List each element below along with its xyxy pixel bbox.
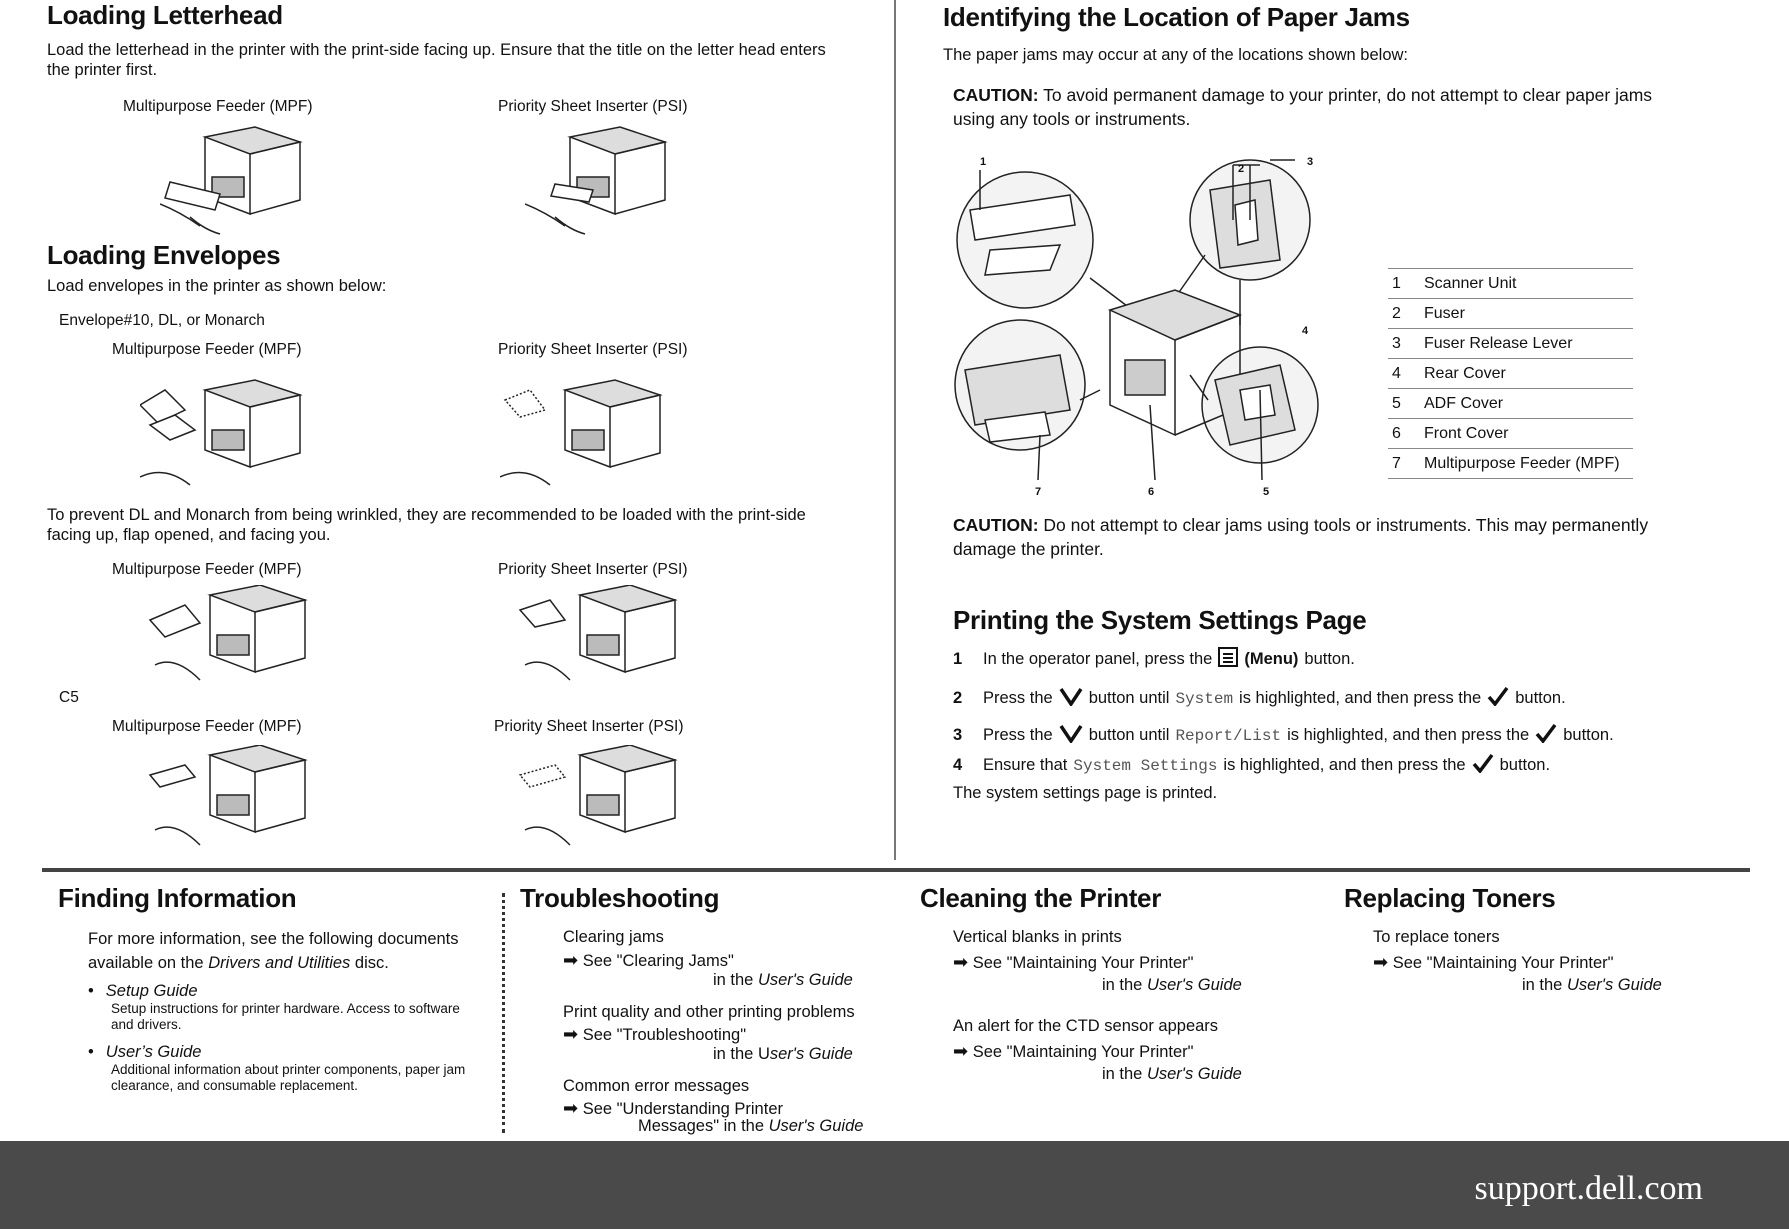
ts-ref-3-guide: User's Guide <box>768 1117 864 1135</box>
legend-row <box>1388 389 1633 419</box>
letterhead-psi-label: Priority Sheet Inserter (PSI) <box>498 98 688 115</box>
caution-label: CAUTION: <box>953 85 1039 105</box>
right-arrow-icon: ➡ <box>563 950 579 970</box>
step-text: button. <box>1499 756 1551 774</box>
caution2-label: CAUTION: <box>953 515 1039 535</box>
right-arrow-icon: ➡ <box>1373 952 1389 972</box>
legend-number: 7 <box>1388 449 1420 479</box>
users-guide-title: User’s Guide <box>105 1043 202 1061</box>
bullet-users-guide <box>88 1042 478 1094</box>
envelopes-wrinkle-text: To prevent DL and Monarch from being wrinkled, they are recommended to be loaded with the print-side facing up, flap opened, and facing you. <box>47 506 806 544</box>
envelopes-psi2-label: Priority Sheet Inserter (PSI) <box>498 561 688 578</box>
right-arrow-icon: ➡ <box>563 1024 579 1044</box>
step-number: 1 <box>953 650 963 668</box>
envelopes-text: Load envelopes in the printer as shown below: <box>47 277 387 295</box>
step-text: Ensure that <box>983 756 1068 774</box>
step-number: 3 <box>953 726 963 744</box>
finding-text-disc: Drivers and Utilities <box>208 954 351 972</box>
legend-row <box>1388 359 1633 389</box>
cl-ref-2-guide: User's Guide <box>1146 1065 1242 1083</box>
callout-1: 1 <box>980 156 987 168</box>
printer-illustration <box>525 122 675 237</box>
caution-text: To avoid permanent damage to your printer, do not attempt to clear paper jams using any tools or instruments. <box>953 85 1653 129</box>
legend-row <box>1388 299 1633 329</box>
cl-ref-2 <box>1102 1064 1242 1084</box>
printer-illustration <box>515 585 685 695</box>
step-text: Press the <box>983 726 1053 744</box>
callout-5: 5 <box>1263 486 1270 498</box>
step-3 <box>953 723 1614 748</box>
step-text: button. <box>1515 689 1566 707</box>
ts-ref-1-in: in the <box>713 971 758 989</box>
menu-label: (Menu) <box>1244 650 1299 668</box>
legend-row <box>1388 419 1633 449</box>
bullet-icon: • <box>88 982 94 1000</box>
menu-code: System Settings <box>1073 756 1218 775</box>
c5-label: C5 <box>59 689 79 706</box>
step-text: is highlighted, and then press the <box>1223 756 1466 774</box>
legend-label: Scanner Unit <box>1420 269 1633 299</box>
printer-illustration <box>145 745 315 855</box>
cl-ref-2-in: in the <box>1102 1065 1147 1083</box>
letterhead-title: Loading Letterhead <box>47 0 283 30</box>
legend-row <box>1388 449 1633 479</box>
ts-see-1-text: See "Clearing Jams" <box>582 952 734 970</box>
menu-code: System <box>1175 689 1234 708</box>
legend-number: 3 <box>1388 329 1420 359</box>
callout-6: 6 <box>1148 486 1155 498</box>
tn-ref-1-guide: User's Guide <box>1566 976 1662 994</box>
printer-illustration <box>500 375 670 495</box>
tn-ref-1-in: in the <box>1522 976 1567 994</box>
finding-text <box>88 927 483 975</box>
legend-label: Rear Cover <box>1420 359 1633 389</box>
cl-see-1-text: See "Maintaining Your Printer" <box>972 954 1194 972</box>
support-url[interactable]: support.dell.com <box>1474 1170 1703 1207</box>
jams-caution <box>953 83 1683 131</box>
printer-illustration <box>160 122 310 237</box>
dotted-divider <box>502 893 505 1133</box>
envelopes-mpf-label: Multipurpose Feeder (MPF) <box>112 341 302 358</box>
step-text: button. <box>1304 650 1355 668</box>
ts-ref-1-guide: User's Guide <box>757 971 853 989</box>
envelopes-sub: Envelope#10, DL, or Monarch <box>59 312 265 329</box>
step-text: In the operator panel, press the <box>983 650 1213 668</box>
envelopes-mpf2-label: Multipurpose Feeder (MPF) <box>112 561 302 578</box>
jam-locations-diagram <box>950 150 1380 505</box>
ts-ref-2 <box>713 1044 853 1064</box>
settings-title: Printing the System Settings Page <box>953 605 1367 635</box>
printer-illustration <box>515 745 685 855</box>
cl-ref-1 <box>1102 975 1242 995</box>
troubleshooting-title: Troubleshooting <box>520 883 720 913</box>
step-text: is highlighted, and then press the <box>1239 689 1482 707</box>
cl-see-2-text: See "Maintaining Your Printer" <box>972 1043 1194 1061</box>
jams-title: Identifying the Location of Paper Jams <box>943 2 1410 32</box>
step-1 <box>953 647 1355 672</box>
bullet-setup-guide <box>88 981 478 1033</box>
legend-label: Fuser Release Lever <box>1420 329 1633 359</box>
cl-see-1 <box>953 952 1194 973</box>
step-text: is highlighted, and then press the <box>1287 726 1530 744</box>
down-arrow-icon <box>1059 723 1083 748</box>
cl-see-2 <box>953 1041 1194 1062</box>
toners-title: Replacing Toners <box>1344 883 1556 913</box>
legend-row <box>1388 329 1633 359</box>
checkmark-icon <box>1472 753 1494 778</box>
ts-ref-3 <box>638 1116 863 1136</box>
setup-guide-text: Setup instructions for printer hardware. Access to software and drivers. <box>111 1001 460 1032</box>
printer-illustration <box>140 375 310 495</box>
tn-ref-1 <box>1522 975 1662 995</box>
tn-see-1 <box>1373 952 1614 973</box>
legend-number: 4 <box>1388 359 1420 389</box>
down-arrow-icon <box>1059 686 1083 711</box>
letterhead-mpf-label: Multipurpose Feeder (MPF) <box>123 98 313 115</box>
users-guide-text: Additional information about printer components, paper jam clearance, and consumable replacement. <box>111 1062 466 1093</box>
jam-legend <box>1388 268 1633 479</box>
callout-2: 2 <box>1238 163 1245 175</box>
legend-label: ADF Cover <box>1420 389 1633 419</box>
tn-item-1: To replace toners <box>1373 928 1500 946</box>
envelopes-psi3-label: Priority Sheet Inserter (PSI) <box>494 718 684 735</box>
cl-ref-1-in: in the <box>1102 976 1147 994</box>
section-divider <box>42 868 1750 872</box>
step-number: 2 <box>953 689 963 707</box>
step-text: button until <box>1088 726 1170 744</box>
ts-see-1 <box>563 950 734 971</box>
envelopes-psi-label: Priority Sheet Inserter (PSI) <box>498 341 688 358</box>
step-number: 4 <box>953 756 963 774</box>
menu-icon <box>1218 647 1238 672</box>
letterhead-text: Load the letterhead in the printer with the print-side facing up. Ensure that the title on the letter head enters the printer first. <box>47 41 826 79</box>
right-arrow-icon: ➡ <box>563 1098 579 1118</box>
legend-number: 6 <box>1388 419 1420 449</box>
jams-text: The paper jams may occur at any of the locations shown below: <box>943 46 1408 64</box>
caution2-text: Do not attempt to clear jams using tools or instruments. This may permanently damage the printer. <box>953 515 1649 559</box>
finding-text-a: For more information, see the following documents available on the <box>88 930 459 972</box>
ts-see-2-text: See "Troubleshooting" <box>582 1026 747 1044</box>
legend-number: 2 <box>1388 299 1420 329</box>
legend-label: Fuser <box>1420 299 1633 329</box>
legend-label: Multipurpose Feeder (MPF) <box>1420 449 1633 479</box>
cleaning-title: Cleaning the Printer <box>920 883 1162 913</box>
checkmark-icon <box>1535 723 1557 748</box>
ts-ref-1 <box>713 970 853 990</box>
legend-label: Front Cover <box>1420 419 1633 449</box>
right-arrow-icon: ➡ <box>953 1041 969 1061</box>
callout-7: 7 <box>1035 486 1042 498</box>
step-text: Press the <box>983 689 1053 707</box>
tn-see-1-text: See "Maintaining Your Printer" <box>1392 954 1614 972</box>
jams-caution-2 <box>953 513 1693 561</box>
step-4 <box>953 753 1550 778</box>
setup-guide-title: Setup Guide <box>105 982 198 1000</box>
ts-item-2: Print quality and other printing problems <box>563 1003 855 1021</box>
callout-3: 3 <box>1307 156 1314 168</box>
cl-item-1: Vertical blanks in prints <box>953 928 1122 946</box>
ts-item-1: Clearing jams <box>563 928 664 946</box>
ts-see-2 <box>563 1024 746 1045</box>
envelopes-mpf3-label: Multipurpose Feeder (MPF) <box>112 718 302 735</box>
legend-number: 1 <box>1388 269 1420 299</box>
callout-4: 4 <box>1302 325 1309 337</box>
ts-see-3-text: See "Understanding Printer <box>582 1100 783 1118</box>
envelopes-title: Loading Envelopes <box>47 240 281 270</box>
ts-item-3: Common error messages <box>563 1077 750 1095</box>
settings-result: The system settings page is printed. <box>953 784 1218 802</box>
right-arrow-icon: ➡ <box>953 952 969 972</box>
step-2 <box>953 686 1566 711</box>
finding-title: Finding Information <box>58 883 297 913</box>
legend-number: 5 <box>1388 389 1420 419</box>
cl-item-2: An alert for the CTD sensor appears <box>953 1017 1219 1035</box>
menu-code: Report/List <box>1175 726 1282 745</box>
finding-text-b: disc. <box>350 954 389 972</box>
ts-ref-3-in: Messages" in the <box>638 1117 769 1135</box>
ts-ref-2-guide: ser's Guide <box>769 1045 853 1063</box>
column-divider <box>894 0 896 860</box>
step-text: button until <box>1088 689 1170 707</box>
step-text: button. <box>1563 726 1614 744</box>
bullet-icon: • <box>88 1043 94 1061</box>
printer-illustration <box>145 585 315 695</box>
ts-ref-2-in: in the U <box>713 1045 770 1063</box>
checkmark-icon <box>1487 686 1509 711</box>
cl-ref-1-guide: User's Guide <box>1146 976 1242 994</box>
legend-row <box>1388 269 1633 299</box>
